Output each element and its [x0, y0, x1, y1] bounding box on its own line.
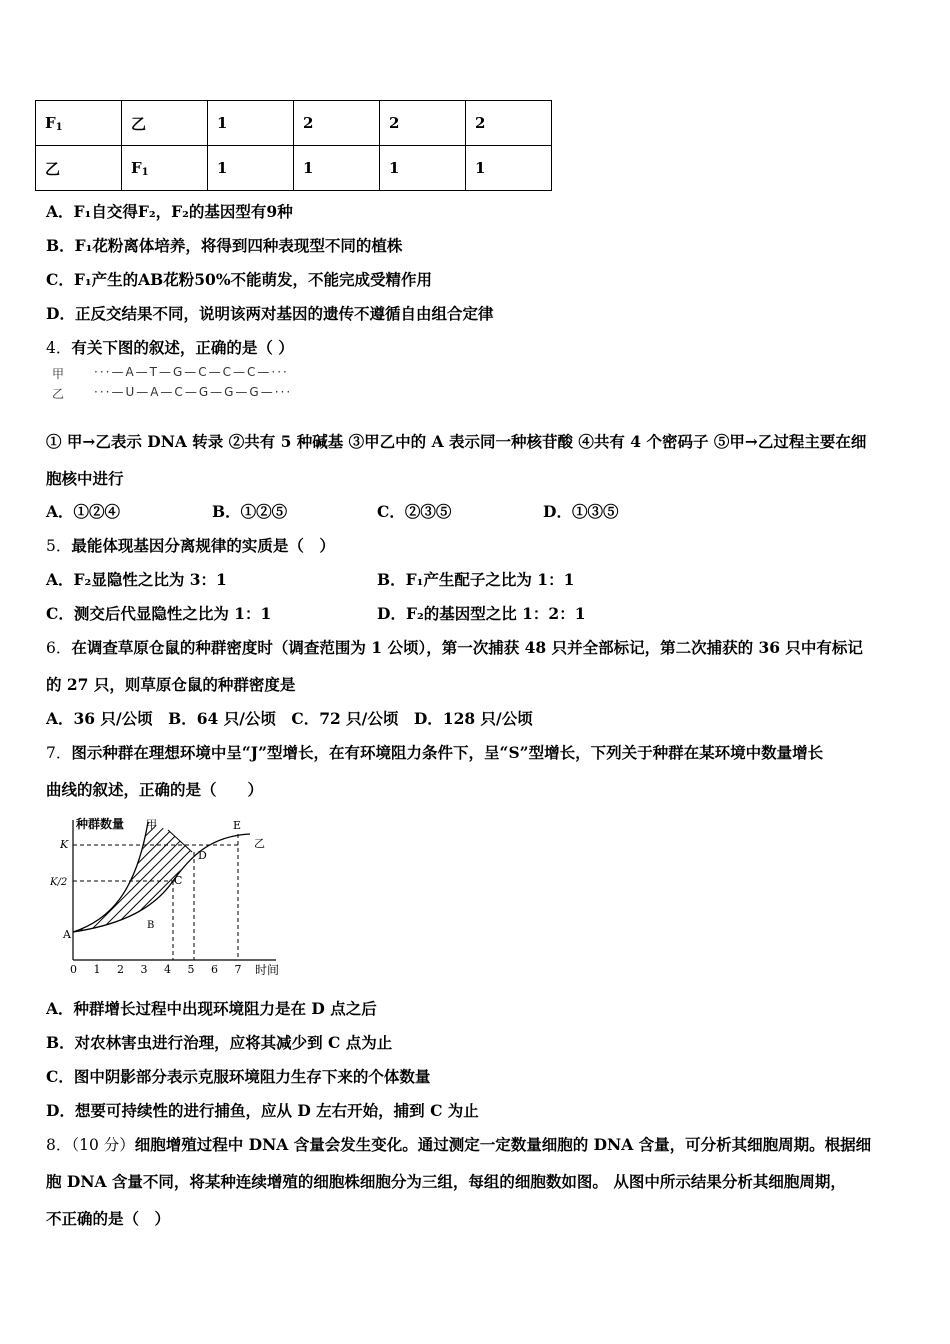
- q7-stem-line2: 曲线的叙述，正确的是（ ）: [46, 780, 264, 799]
- y-axis-label: 种群数量: [76, 817, 125, 831]
- strand-jia: ···—A—T—G—C—C—C—···: [94, 365, 289, 379]
- q5-option-c: C．测交后代显隐性之比为 1：1: [46, 604, 272, 623]
- point-e: E: [233, 819, 242, 832]
- q3-option-c: C．F₁产生的AB花粉50%不能萌发，不能完成受精作用: [46, 270, 433, 289]
- question-number: 4．: [46, 339, 72, 357]
- point-b: B: [147, 920, 155, 931]
- strand-label-jia: 甲: [52, 367, 65, 381]
- q5-option-d: D．F₂的基因型之比 1：2：1: [377, 604, 586, 623]
- question-5: [46, 534, 335, 556]
- q4-statements-line1: ① 甲→乙表示 DNA 转录 ②共有 5 种碱基 ③甲乙中的 A 表示同一种核苷酸 ④共有 4 个密码子 ⑤甲→乙过程主要在细: [46, 432, 867, 451]
- population-growth-graph: [50, 812, 290, 977]
- table-cell: $F_1$: [122, 146, 208, 191]
- point-d: D: [198, 849, 207, 862]
- x-tick-label: 2: [117, 963, 124, 976]
- table-cell: 1: [466, 146, 552, 191]
- strand-figure: [46, 363, 346, 405]
- question-number: 7．: [46, 744, 72, 762]
- table-cell: 乙: [122, 101, 208, 146]
- strand-yi: ···—U—A—C—G—G—G—···: [94, 385, 293, 399]
- table-cell: 1: [208, 101, 294, 146]
- x-tick-label: 3: [140, 963, 148, 976]
- table-cell: 2: [466, 101, 552, 146]
- x-tick-label: 6: [211, 963, 218, 976]
- x-ticks: [70, 963, 242, 976]
- q5-option-a: A．F₂显隐性之比为 3：1: [46, 570, 227, 589]
- question-stem: 最能体现基因分离规律的实质是（ ）: [71, 536, 335, 555]
- x-tick-label: 5: [187, 963, 195, 976]
- question-score: （10 分）: [71, 1136, 135, 1154]
- x-tick-label: 7: [234, 963, 242, 976]
- question-number: 6．: [46, 639, 72, 657]
- q6-stem-line2: 的 27 只，则草原仓鼠的种群密度是: [46, 675, 296, 694]
- table-cell: 1: [294, 146, 380, 191]
- table-cell: 1: [380, 146, 466, 191]
- table-cell: 乙: [36, 146, 122, 191]
- x-tick-label: 1: [93, 963, 101, 976]
- question-8: [46, 1133, 871, 1155]
- table-cell: 2: [294, 101, 380, 146]
- q4-option-b: B．①②⑤: [212, 502, 288, 521]
- q7-option-d: D．想要可持续性的进行捕鱼，应从 D 左右开始，捕到 C 为止: [46, 1101, 479, 1120]
- point-c: C: [174, 874, 183, 887]
- question-stem: 有关下图的叙述，正确的是（ ）: [71, 338, 294, 357]
- jia-label: 甲: [146, 818, 157, 831]
- x-axis-label: 时间: [255, 963, 280, 977]
- q5-option-b: B．F₁产生配子之比为 1：1: [377, 570, 575, 589]
- q4-option-a: A．①②④: [46, 502, 121, 521]
- table-row: [36, 146, 552, 191]
- table-cell: 2: [380, 101, 466, 146]
- q7-option-c: C．图中阴影部分表示克服环境阻力生存下来的个体数量: [46, 1067, 431, 1086]
- q8-stem-line3: 不正确的是（ ）: [46, 1209, 171, 1228]
- k-label: K: [60, 838, 69, 851]
- cross-table: [35, 100, 552, 191]
- question-4: [46, 336, 294, 358]
- x-tick-label: 4: [164, 963, 171, 976]
- q4-statements-line2: 胞核中进行: [46, 469, 124, 488]
- q7-option-b: B．对农林害虫进行治理，应将其减少到 C 点为止: [46, 1033, 393, 1052]
- strand-label-yi: 乙: [52, 387, 65, 401]
- q3-option-d: D．正反交结果不同，说明该两对基因的遗传不遵循自由组合定律: [46, 304, 494, 323]
- q7-option-a: A．种群增长过程中出现环境阻力是在 D 点之后: [46, 999, 377, 1018]
- q4-option-d: D．①③⑤: [543, 502, 619, 521]
- x-tick-label: 0: [70, 963, 77, 976]
- question-7: [46, 741, 823, 763]
- question-stem-line1: 在调查草原仓鼠的种群密度时（调查范围为 1 公顷），第一次捕获 48 只并全部标记，第二次捕获的 36 只中有标记: [71, 638, 863, 657]
- q3-option-a: A．F₁自交得F₂，F₂的基因型有9种: [46, 202, 293, 221]
- question-6: [46, 636, 863, 658]
- q8-stem-line2: 胞 DNA 含量不同，将某种连续增殖的细胞株细胞分为三组，每组的细胞数如图。 从图中所示结果分析其细胞周期，: [46, 1172, 846, 1191]
- q6-options: A．36 只/公顷 B．64 只/公顷 C．72 只/公顷 D．128 只/公顷: [46, 709, 533, 728]
- table-cell: 1: [208, 146, 294, 191]
- question-stem-line1: 细胞增殖过程中 DNA 含量会发生变化。通过测定一定数量细胞的 DNA 含量，可分析其细胞周期。根据细: [134, 1135, 872, 1154]
- question-number: 5．: [46, 537, 72, 555]
- table-cell: $F_1$: [36, 101, 122, 146]
- yi-label: 乙: [254, 837, 265, 850]
- point-a: A: [63, 928, 71, 941]
- q4-option-c: C．②③⑤: [377, 502, 452, 521]
- k2-label: K/2: [50, 877, 68, 888]
- q3-option-b: B．F₁花粉离体培养，将得到四种表现型不同的植株: [46, 236, 403, 255]
- question-stem-line1: 图示种群在理想环境中呈“J”型增长，在有环境阻力条件下，呈“S”型增长，下列关于种群在某环境中数量增长: [71, 743, 824, 762]
- question-number: 8．: [46, 1136, 72, 1154]
- table-row: [36, 101, 552, 146]
